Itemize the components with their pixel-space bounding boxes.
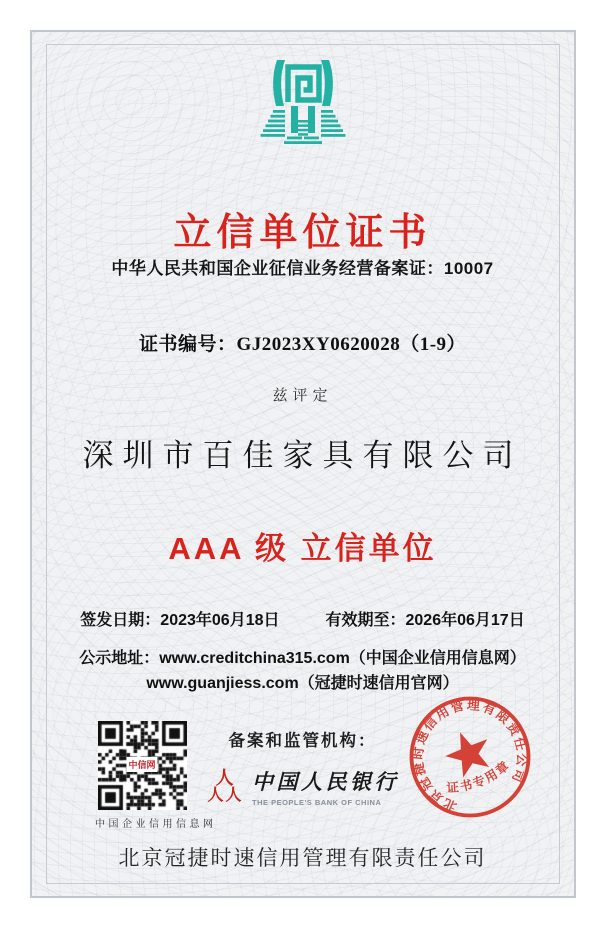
certificate-number: 证书编号：GJ2023XY0620028（1-9） xyxy=(138,334,467,355)
svg-text:人: 人 xyxy=(224,786,242,804)
date-row xyxy=(0,607,605,630)
issuer-company-name: 北京冠捷时速信用管理有限责任公司 xyxy=(118,847,487,870)
evaluation-intro: 兹评定 xyxy=(272,387,333,404)
pboc-names xyxy=(252,766,399,807)
seal-ring-text: 北京冠捷时速信用管理有限责任公司 xyxy=(410,697,530,815)
svg-text:人: 人 xyxy=(215,767,233,788)
svg-text:人: 人 xyxy=(206,786,224,804)
regulator-label: 备案和监管机构： xyxy=(228,731,377,750)
publicity-address-line1: 公示地址：www.creditchina315.com（中国企业信用信息网） xyxy=(79,650,526,667)
filing-license-line: 中华人民共和国企业征信业务经营备案证：10007 xyxy=(111,259,494,278)
qr-caption: 中国企业信用信息网 xyxy=(95,819,217,830)
certificate-title: 立信单位证书 xyxy=(173,212,432,254)
valid-until-date: 有效期至：2026年06月17日 xyxy=(325,612,525,629)
qr-center-label: 中信网 xyxy=(126,757,157,772)
pboc-name-en: THE PEOPLE'S BANK OF CHINA xyxy=(252,798,382,807)
pboc-logo xyxy=(206,766,399,807)
issue-date: 签发日期：2023年06月18日 xyxy=(80,612,280,629)
seal-bottom-text: 证书专用章 xyxy=(446,757,513,796)
company-name: 深圳市百佳家具有限公司 xyxy=(82,438,523,473)
publicity-address-line2: www.guanjiess.com（冠捷时速信用官网） xyxy=(146,675,459,692)
peoples-bank-of-china-emblem-icon xyxy=(206,767,242,807)
pboc-name-cn: 中国人民银行 xyxy=(252,770,399,794)
rating-line: AAA 级 立信单位 xyxy=(168,531,437,566)
gh-monogram-logo-icon xyxy=(249,60,357,167)
